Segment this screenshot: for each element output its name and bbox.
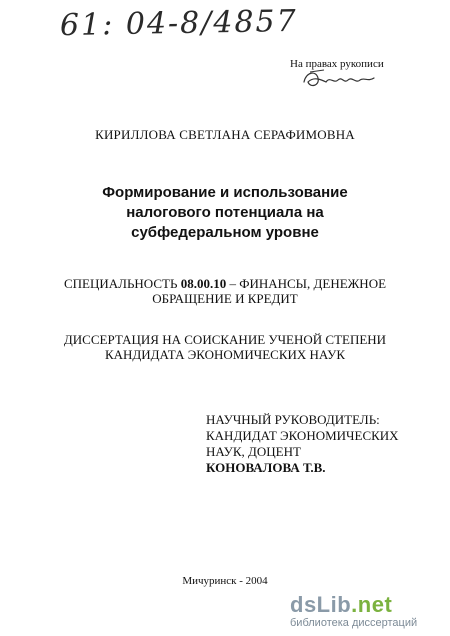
- specialty-block: [0, 276, 450, 306]
- archive-code-handwritten: 61: 04-8/4857: [59, 3, 298, 44]
- specialty-code: 08.00.10: [180, 276, 227, 291]
- specialty-prefix: СПЕЦИАЛЬНОСТЬ: [63, 276, 181, 291]
- advisor-block: [206, 412, 436, 476]
- logo-main-text: dsLib: [290, 592, 352, 617]
- signature-image: [300, 66, 378, 92]
- degree-statement: [0, 332, 450, 362]
- rights-note: На правах рукописи: [290, 58, 384, 70]
- dissertation-title: [0, 183, 450, 243]
- specialty-line-1: [0, 276, 450, 291]
- degree-line: КАНДИДАТА ЭКОНОМИЧЕСКИХ НАУК: [104, 347, 346, 362]
- specialty-line-2: ОБРАЩЕНИЕ И КРЕДИТ: [152, 291, 298, 306]
- degree-line: ДИССЕРТАЦИЯ НА СОИСКАНИЕ УЧЕНОЙ СТЕПЕНИ: [63, 332, 387, 347]
- dslib-watermark[interactable]: [290, 594, 440, 629]
- advisor-name: КОНОВАЛОВА Т.В.: [206, 460, 326, 475]
- advisor-title: НАУК, ДОЦЕНТ: [206, 444, 301, 459]
- watermark-subtitle: библиотека диссертаций: [290, 617, 418, 629]
- advisor-degree: КАНДИДАТ ЭКОНОМИЧЕСКИХ: [206, 428, 399, 443]
- dslib-logo: [290, 594, 440, 616]
- advisor-heading: НАУЧНЫЙ РУКОВОДИТЕЛЬ:: [206, 412, 380, 427]
- title-line: Формирование и использование: [102, 184, 348, 201]
- title-line: налогового потенциала на: [126, 204, 324, 221]
- specialty-name: – ФИНАНСЫ, ДЕНЕЖНОЕ: [226, 276, 387, 291]
- city-year: Мичуринск - 2004: [182, 575, 268, 587]
- logo-tld-text: .net: [351, 592, 393, 617]
- title-line: субфедеральном уровне: [131, 224, 319, 241]
- author-name: КИРИЛЛОВА СВЕТЛАНА СЕРАФИМОВНА: [95, 127, 355, 142]
